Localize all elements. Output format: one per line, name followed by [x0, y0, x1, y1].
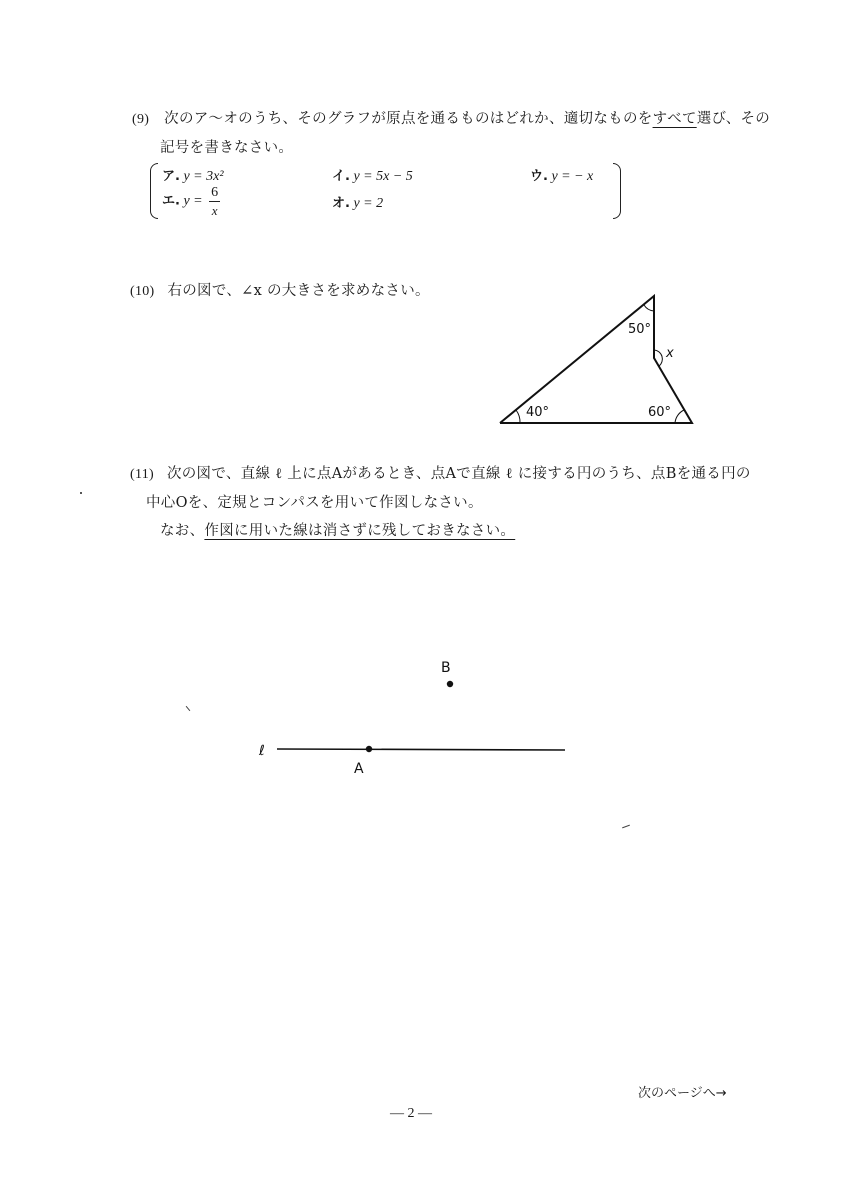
q9-text-post: 選び、その	[696, 111, 771, 127]
angle-label-top: 50°	[628, 322, 652, 337]
q11-note-pre: なお、	[160, 523, 205, 539]
choice-e-fraction	[209, 186, 220, 217]
choice-i-expr: y = 5x − 5	[353, 169, 413, 184]
choice-u-label: ウ.	[530, 169, 548, 184]
q11-line1	[130, 462, 751, 483]
q10-line	[130, 279, 430, 300]
scan-speck	[622, 825, 630, 829]
point-a	[366, 746, 372, 752]
angle-label-x: x	[666, 346, 674, 361]
angle-arc-top	[644, 305, 654, 311]
q11-note-underlined: 作図に用いた線は消さずに残しておきなさい。	[204, 523, 516, 539]
choice-e	[162, 186, 220, 217]
q11-text-line1: 次の図で、直線 ℓ 上に点Aがあるとき、点Aで直線 ℓ に接する円のうち、点Bを通る円の	[166, 466, 751, 482]
q9-line1	[132, 107, 770, 128]
angle-arc-bottom-right	[675, 410, 684, 423]
point-b-label: B	[441, 660, 451, 676]
choice-i-label: イ.	[332, 169, 350, 184]
q9-text-underlined: すべて	[652, 111, 697, 127]
choice-u	[530, 165, 593, 185]
q10-figure-quadrilateral	[490, 285, 710, 435]
fraction-numerator: 6	[211, 185, 219, 200]
choice-o-expr: y = 2	[353, 196, 384, 211]
point-a-label: A	[354, 761, 364, 777]
q11-line2: 中心Oを、定規とコンパスを用いて作図しなさい。	[146, 495, 483, 511]
choice-i	[332, 165, 413, 185]
scan-speck	[186, 706, 191, 711]
choice-a-expr: y = 3x²	[183, 169, 224, 184]
choice-a	[162, 165, 224, 185]
choices-right-bracket	[613, 163, 621, 219]
line-l-label: ℓ	[259, 743, 265, 759]
page-number: — 2 —	[390, 1106, 432, 1121]
q9-line2: 記号を書きなさい。	[160, 140, 294, 156]
angle-label-bottom-left: 40°	[526, 405, 550, 420]
q10-text: 右の図で、∠x の大きさを求めなさい。	[167, 283, 430, 299]
choice-o-label: オ.	[332, 196, 350, 211]
fraction-denominator: x	[211, 203, 218, 218]
next-page-label: 次のページへ→	[638, 1086, 727, 1101]
choice-a-label: ア.	[162, 169, 180, 184]
scan-speck	[80, 492, 82, 494]
q9-number: (9)	[132, 112, 150, 127]
choice-u-expr: y = − x	[551, 169, 594, 184]
choices-left-bracket	[150, 163, 158, 219]
choice-o	[332, 192, 383, 212]
choice-e-label: エ.	[162, 193, 180, 209]
angle-label-bottom-right: 60°	[648, 405, 672, 420]
angle-arc-bottom-left	[516, 410, 520, 423]
q9-text-pre: 次のア～オのうち、そのグラフが原点を通るものはどれか、適切なものを	[164, 111, 653, 127]
line-l	[277, 749, 565, 750]
q11-number: (11)	[130, 467, 155, 482]
choice-e-expr: y =	[183, 193, 203, 209]
q10-number: (10)	[130, 284, 155, 299]
q11-line3	[160, 519, 515, 540]
q11-figure	[240, 650, 580, 790]
point-b	[447, 681, 453, 687]
